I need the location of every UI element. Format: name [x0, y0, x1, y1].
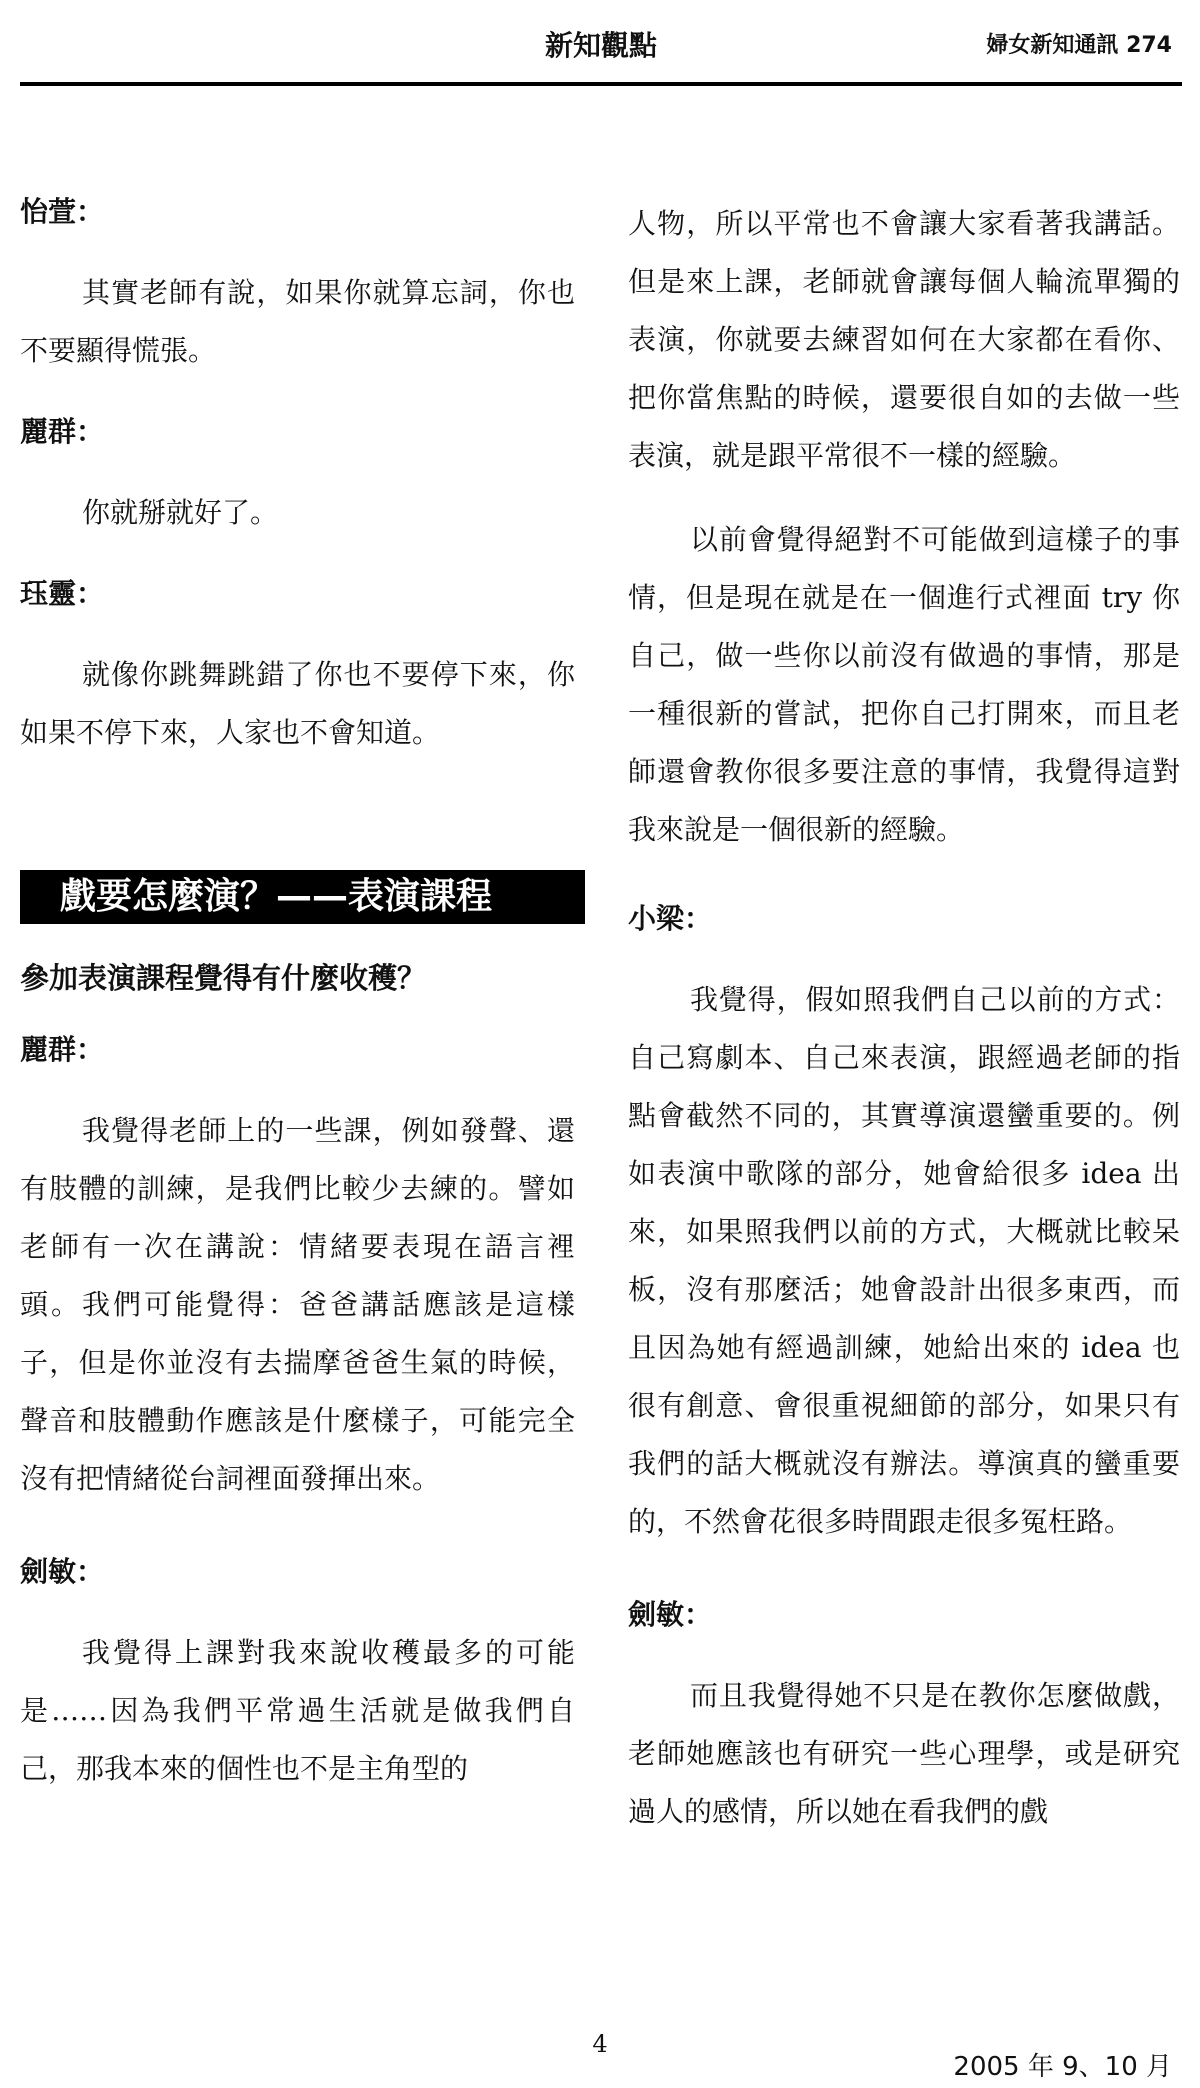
paragraph: 我覺得老師上的一些課，例如發聲、還有肢體的訓練，是我們比較少去練的。譬如老師有一次在講說：情緒要表現在語言裡頭。我們可能覺得：爸爸講話應該是這樣子，但是你並沒有去揣摩爸爸生氣的時候，聲音和肢體動作應該是什麼樣子，可能完全沒有把情緒從台詞裡面發揮出來。 [20, 1114, 575, 1495]
right-column [628, 195, 1180, 1841]
left-column [20, 192, 575, 1798]
speaker-label: 劍敏： [628, 1598, 713, 1631]
paragraph: 其實老師有說，如果你就算忘詞，你也不要顯得慌張。 [20, 276, 575, 367]
issue-date: 2005 年 9、10 月 [953, 2052, 1172, 2082]
section-title: 新知觀點 [544, 29, 657, 62]
question-heading: 參加表演課程覺得有什麼收穫？ [20, 961, 427, 995]
paragraph: 我覺得，假如照我們自己以前的方式：自己寫劇本、自己來表演，跟經過老師的指點會截然不同的，其實導演還蠻重要的。例如表演中歌隊的部分，她會給很多 idea 出來，如果照我們以前的方式，大概就比較呆板，沒有那麼活；她會設計出很多東西，而且因為她有經過訓練，她給出來的 idea 也很有創意、會很重視細節的部分，如果只有我們的話大概就沒有辦法。導演真的蠻重要的，不然會花很多時間跟走很多冤枉路。 [628, 983, 1180, 1538]
paragraph: 人物，所以平常也不會讓大家看著我講話。但是來上課，老師就會讓每個人輪流單獨的表演，你就要去練習如何在大家都在看你、把你當焦點的時候，還要很自如的去做一些表演，就是跟平常很不一樣的經驗。 [628, 207, 1180, 472]
speaker-label: 劍敏： [20, 1555, 105, 1588]
paragraph: 以前會覺得絕對不可能做到這樣子的事情，但是現在就是在一個進行式裡面 try 你自己，做一些你以前沒有做過的事情，那是一種很新的嘗試，把你自己打開來，而且老師還會教你很多要注意的事情，我覺得這對我來說是一個很新的經驗。 [628, 523, 1180, 846]
speaker-label: 珏靈： [20, 577, 105, 610]
page-number: 4 [592, 2030, 608, 2058]
page-header [20, 12, 1182, 86]
publication-title: 婦女新知通訊 274 [986, 33, 1172, 58]
speaker-label: 怡萱： [20, 195, 105, 228]
paragraph: 就像你跳舞跳錯了你也不要停下來，你如果不停下來，人家也不會知道。 [20, 658, 575, 749]
speaker-label: 麗群： [20, 415, 105, 448]
speaker-label: 麗群： [20, 1033, 105, 1066]
section-banner: 戲要怎麼演？——表演課程 [20, 870, 585, 924]
paragraph: 我覺得上課對我來說收穫最多的可能是……因為我們平常過生活就是做我們自己，那我本來的個性也不是主角型的 [20, 1636, 575, 1785]
speaker-label: 小梁： [628, 902, 713, 935]
paragraph: 而且我覺得她不只是在教你怎麼做戲，老師她應該也有研究一些心理學，或是研究過人的感情，所以她在看我們的戲 [628, 1679, 1180, 1828]
paragraph: 你就掰就好了。 [82, 496, 279, 529]
